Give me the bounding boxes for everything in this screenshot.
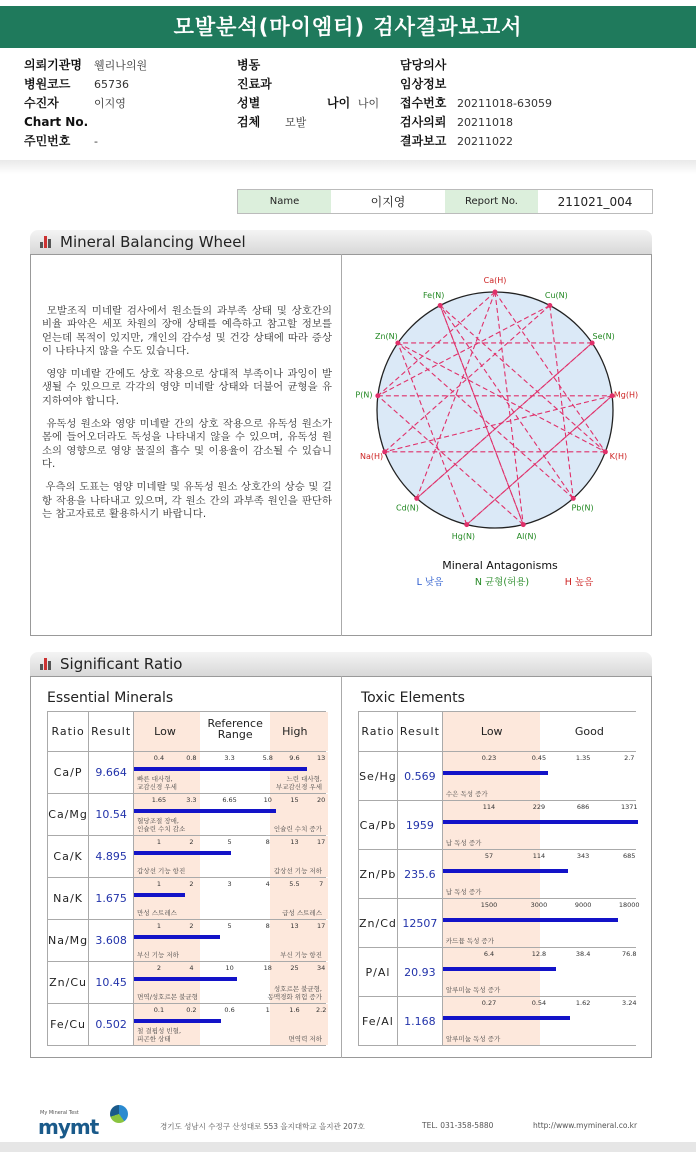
ratio-result: 10.45 — [89, 962, 134, 1004]
ratio-result: 1.675 — [89, 878, 134, 920]
tick-label: 9.6 — [289, 754, 300, 762]
col-result: Result — [89, 712, 134, 752]
tick-label: 1 — [156, 880, 162, 888]
tick-label: 57 — [484, 852, 494, 860]
tick-label: 0.8 — [186, 754, 197, 762]
result-bar — [443, 967, 556, 971]
high-note: 성호르몬 불균형, 동맥경화 위험 증가 — [267, 985, 322, 1001]
bar-chart-icon — [40, 236, 53, 248]
result-bar — [443, 1016, 570, 1020]
toxic-note: 납 독성 증가 — [445, 839, 482, 847]
ratio-result: 20.93 — [397, 948, 442, 997]
table-row — [359, 948, 636, 997]
tick-label: 10 — [225, 964, 234, 972]
col-result: Result — [397, 712, 442, 752]
ratio-name: Na/K — [48, 878, 89, 920]
info-row: 성별 — [237, 96, 261, 110]
tick-label: 229 — [532, 803, 546, 811]
tick-label: 13 — [317, 754, 326, 762]
wheel-node — [547, 303, 552, 308]
low-note: 만성 스트레스 — [137, 909, 177, 917]
low-note: 빠른 대사형, 교감신경 우세 — [137, 775, 177, 791]
tick-label: 1 — [265, 1006, 270, 1014]
result-bar — [443, 918, 619, 922]
tick-label: 4 — [265, 880, 270, 888]
wheel-node-label: Cd(N) — [396, 503, 419, 513]
tick-label: 8 — [265, 838, 270, 846]
tick-label: 2.7 — [624, 754, 635, 762]
col-low: Low — [154, 725, 176, 738]
ratio-result: 12507 — [397, 899, 442, 948]
toxic-note: 카드뮴 독성 증가 — [445, 937, 494, 945]
tick-label: 5 — [227, 838, 232, 846]
tick-label: 76.8 — [621, 950, 637, 958]
tick-label: 9000 — [574, 901, 592, 909]
essential-table — [47, 711, 326, 1046]
tick-label: 38.4 — [575, 950, 591, 958]
table-row — [359, 752, 636, 801]
name-label: Name — [238, 190, 331, 213]
legend-item: H 높음 — [564, 577, 594, 588]
tick-label: 5.5 — [289, 880, 300, 888]
wheel-node — [493, 290, 498, 295]
wheel-node — [590, 340, 595, 345]
table-row — [48, 962, 326, 1004]
tick-label: 34 — [317, 964, 326, 972]
high-note: 느린 대사형, 부교감신경 우세 — [275, 775, 322, 791]
description-paragraph: 유독성 원소와 영양 미네랄 간의 상호 작용으로 유독성 원소가 몸에 들어오더라도 독성을 나타내지 않을 수 있으며, 유독성 원소의 영향으로 영양 물질의 흡수 및 이용율이 감소될 수 있습니다. — [42, 418, 332, 470]
ratio-result: 235.6 — [397, 850, 442, 899]
description-paragraph: 우측의 도표는 영양 미네랄 및 유독성 원소 상호간의 상승 및 길항 작용을 나타내고 있으며, 각 원소 간의 과부족 원인을 판단하는 참고자료로 활용하시기 바랍니다. — [42, 481, 332, 520]
result-bar — [134, 977, 237, 981]
essential-title: Essential Minerals — [47, 690, 174, 706]
info-col-1 — [24, 56, 147, 151]
tick-label: 5 — [227, 922, 232, 930]
bar-chart-icon — [40, 658, 53, 670]
tick-label: 685 — [623, 852, 636, 860]
tick-label: 4 — [189, 964, 194, 972]
tick-label: 3.3 — [186, 796, 197, 804]
result-bar — [134, 935, 219, 939]
tel: TEL. 031-358-5880 — [422, 1121, 494, 1130]
wheel-node-label: Na(H) — [359, 452, 384, 462]
tick-label: 0.54 — [531, 999, 547, 1007]
tick-label: 1.65 — [151, 796, 167, 804]
info-col-2 — [237, 56, 306, 132]
col-ratio: Ratio — [359, 712, 398, 752]
ratio-name: Zn/Cu — [48, 962, 89, 1004]
wheel-node — [395, 340, 400, 345]
tick-label: 2.2 — [316, 1006, 327, 1014]
tick-label: 1 — [156, 838, 162, 846]
ratio-result: 4.895 — [89, 836, 134, 878]
ratio-result: 0.569 — [397, 752, 442, 801]
wheel-node-label: Se(N) — [592, 332, 615, 342]
tick-label: 12.8 — [531, 950, 547, 958]
col-low: Low — [480, 725, 503, 738]
toxic-note: 수은 독성 증가 — [445, 790, 488, 798]
tick-label: 1371 — [620, 803, 638, 811]
table-row — [359, 850, 636, 899]
tick-label: 1.62 — [575, 999, 591, 1007]
tick-label: 7 — [319, 880, 324, 888]
table-row — [359, 997, 636, 1046]
result-bar — [443, 820, 638, 824]
result-bar — [134, 851, 231, 855]
address: 경기도 성남시 수정구 산성대로 553 을지대학교 을지관 207호 — [160, 1122, 365, 1131]
high-note: 인슐린 수치 증가 — [273, 825, 322, 833]
info-row: 접수번호 20211018-63059 — [400, 96, 552, 110]
report-title: 모발분석(마이엠티) 검사결과보고서 — [0, 6, 696, 48]
tick-label: 1.6 — [289, 1006, 300, 1014]
ratio-result: 3.608 — [89, 920, 134, 962]
info-row: 주민번호 - — [24, 134, 98, 148]
info-row: 검체 모발 — [237, 115, 307, 129]
tick-label: 0.4 — [153, 754, 165, 762]
tick-label: 20 — [317, 796, 326, 804]
tick-label: 8 — [265, 922, 270, 930]
description-paragraph: 모발조직 미네랄 검사에서 원소들의 과부족 상태 및 상호간의 비율 파악은 세포 차원의 장애 상태를 예측하고 참고할 정보를 얻는데 목적이 있지만, 개인의 감수성 및 건강 상태에 따라 증상이 나타나지 않을 수도 있습니다. — [42, 305, 332, 357]
high-note: 부신 기능 항진 — [280, 951, 322, 959]
separator — [0, 160, 696, 174]
wheel-node — [375, 393, 380, 398]
tick-label: 0.6 — [224, 1006, 235, 1014]
ratio-name: Zn/Pb — [359, 850, 398, 899]
wheel-node-label: Fe(N) — [423, 290, 445, 300]
tick-label: 114 — [532, 852, 546, 860]
table-row — [48, 836, 326, 878]
ratio-result: 10.54 — [89, 794, 134, 836]
toxic-note: 알루미늄 독성 증가 — [445, 986, 501, 994]
low-note: 혈당조절 장애, 인슐린 수치 감소 — [137, 817, 186, 833]
section-mineral-wheel: Mineral Balancing Wheel — [30, 230, 652, 254]
result-bar — [443, 869, 568, 873]
wheel-node-label: Ca(H) — [483, 276, 507, 285]
ratio-name: Fe/Cu — [48, 1004, 89, 1046]
info-row: 병동 — [237, 58, 261, 72]
ratio-name: Ca/K — [48, 836, 89, 878]
tick-label: 13 — [290, 838, 299, 846]
high-note: 급성 스트레스 — [282, 909, 322, 917]
wheel-node-label: Mg(H) — [613, 390, 639, 400]
tick-label: 6.4 — [483, 950, 495, 958]
result-bar — [134, 809, 276, 813]
ratio-result: 9.664 — [89, 752, 134, 794]
tick-label: 2 — [189, 880, 194, 888]
tick-label: 3 — [227, 880, 232, 888]
toxic-note: 알루미늄 독성 증가 — [445, 1035, 501, 1043]
description-paragraph: 영양 미네랄 간에도 상호 작용으로 상대적 부족이나 과잉이 발생될 수 있으므로 각각의 영양 미네랄 상태와 더불어 균형을 유지하여야 합니다. — [42, 368, 332, 407]
info-row: Chart No. — [24, 115, 89, 129]
tick-label: 3.24 — [621, 999, 637, 1007]
wheel-node-label: Cu(N) — [544, 290, 568, 300]
mineral-wheel-chart — [342, 255, 651, 635]
ratio-name: P/Al — [359, 948, 398, 997]
toxic-note: 납 독성 증가 — [445, 888, 482, 896]
high-note: 갑상선 기능 저하 — [273, 867, 322, 875]
tick-label: 17 — [317, 838, 326, 846]
wheel-circle — [374, 292, 613, 528]
tick-label: 1.35 — [575, 754, 591, 762]
info-row: 결과보고 20211022 — [400, 134, 513, 148]
tick-label: 343 — [576, 852, 590, 860]
toxic-title: Toxic Elements — [361, 690, 465, 706]
ratio-name: Na/Mg — [48, 920, 89, 962]
col-high: High — [282, 725, 308, 738]
footer — [0, 1097, 696, 1142]
result-bar — [134, 1019, 221, 1023]
wheel-node — [603, 449, 608, 454]
col-ratio: Ratio — [48, 712, 89, 752]
toxic-table — [358, 711, 640, 1046]
table-row — [48, 752, 326, 794]
ratio-name: Zn/Cd — [359, 899, 398, 948]
low-note: 부신 기능 저하 — [137, 951, 179, 959]
ratio-name: Se/Hg — [359, 752, 398, 801]
tick-label: 0.23 — [481, 754, 497, 762]
tick-label: 6.65 — [222, 796, 237, 804]
result-bar — [134, 767, 307, 771]
ratio-result: 0.502 — [89, 1004, 134, 1046]
info-row: 수진자 이지영 — [24, 96, 126, 110]
tick-label: 3.3 — [224, 754, 235, 762]
ratio-name: Ca/Mg — [48, 794, 89, 836]
info-row: 임상정보 — [400, 77, 447, 91]
wheel-node-label: P(N) — [355, 390, 373, 400]
age-field: 나이 나이 — [327, 96, 380, 110]
ratio-name: Fe/Al — [359, 997, 398, 1046]
ratio-result: 1959 — [397, 801, 442, 850]
section-significant-ratio: Significant Ratio — [30, 652, 652, 676]
tick-label: 18000 — [618, 901, 640, 909]
table-row — [48, 1004, 326, 1046]
low-note: 갑상선 기능 항진 — [137, 867, 186, 875]
wheel-node-label: Hg(N) — [451, 532, 476, 542]
table-row — [48, 878, 326, 920]
tick-label: 0.27 — [481, 999, 497, 1007]
ratio-result: 1.168 — [397, 997, 442, 1046]
ratio-name: Ca/P — [48, 752, 89, 794]
info-col-3 — [400, 56, 552, 151]
low-note: 면역/성호르몬 불균형 — [137, 993, 198, 1001]
footer-bar — [0, 1142, 696, 1152]
tick-label: 0.2 — [186, 1006, 197, 1014]
report-number: 211021_004 — [557, 194, 633, 209]
low-note: 철 결핍성 빈혈, 피곤한 상태 — [137, 1027, 182, 1043]
legend-item: N 균형(허용) — [474, 577, 530, 588]
result-bar — [134, 893, 184, 897]
legend-item: L 낮음 — [416, 577, 444, 588]
tick-label: 0.1 — [153, 1006, 165, 1014]
tick-label: 0.45 — [531, 754, 547, 762]
tick-label: 5.8 — [262, 754, 273, 762]
tick-label: 17 — [317, 922, 326, 930]
tick-label: 18 — [263, 964, 272, 972]
tick-label: 10 — [263, 796, 272, 804]
result-bar — [443, 771, 548, 775]
table-row — [359, 801, 636, 850]
tick-label: 15 — [290, 796, 299, 804]
info-row: 병원코드 65736 — [24, 77, 129, 91]
wheel-node-label: Pb(N) — [571, 503, 594, 513]
tick-label: 2 — [156, 964, 162, 972]
tick-label: 686 — [576, 803, 590, 811]
patient-name: 이지영 — [370, 195, 406, 209]
wheel-node — [438, 303, 443, 308]
tick-label: 2 — [189, 922, 194, 930]
wheel-node-label: Al(N) — [516, 532, 537, 542]
description — [42, 305, 332, 531]
col-good: Good — [574, 725, 604, 738]
wheel-node — [571, 496, 576, 501]
tick-label: 13 — [290, 922, 299, 930]
table-row — [359, 899, 636, 948]
info-row: 검사의뢰 20211018 — [400, 115, 513, 129]
table-row — [48, 794, 326, 836]
logo-icon — [110, 1105, 128, 1123]
ratio-name: Ca/Pb — [359, 801, 398, 850]
info-row: 의뢰기관명 웰리나의원 — [24, 58, 148, 72]
wheel-node — [414, 496, 419, 501]
wheel-node — [464, 522, 469, 527]
wheel-caption: Mineral Antagonisms — [442, 559, 558, 572]
website-link[interactable]: http://www.mymineral.co.kr — [533, 1121, 638, 1130]
tick-label: 1500 — [480, 901, 498, 909]
table-row — [48, 920, 326, 962]
wheel-node-label: K(H) — [609, 452, 628, 462]
col-reference: Reference Range — [207, 717, 263, 741]
info-row: 진료과 — [237, 77, 272, 91]
name-box — [237, 189, 653, 214]
wheel-node-label: Zn(N) — [374, 332, 398, 342]
wheel-node — [521, 522, 526, 527]
high-note: 면역력 저하 — [288, 1035, 322, 1043]
tick-label: 1 — [156, 922, 162, 930]
tick-label: 114 — [482, 803, 496, 811]
info-row: 담당의사 — [400, 58, 447, 72]
brand-small: My Mineral Test — [40, 1110, 79, 1116]
tick-label: 3000 — [530, 901, 548, 909]
tick-label: 2 — [189, 838, 194, 846]
brand-logo: mymt — [38, 1115, 99, 1139]
report-label: Report No. — [445, 190, 538, 213]
tick-label: 25 — [290, 964, 299, 972]
